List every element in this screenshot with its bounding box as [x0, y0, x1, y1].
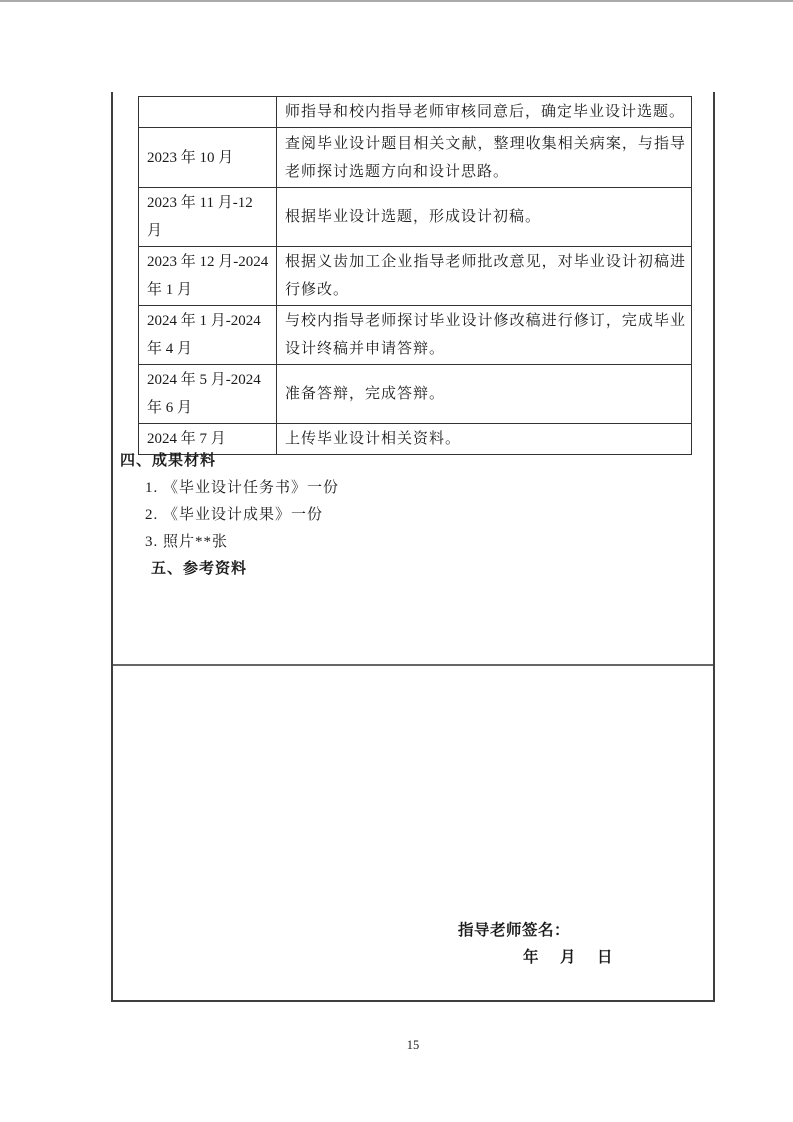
table-row — [139, 365, 692, 424]
task-cell: 根据毕业设计选题，形成设计初稿。 — [277, 188, 692, 247]
sections-block — [113, 448, 713, 583]
date-cell: 2024 年 5 月-2024 年 6 月 — [139, 365, 277, 424]
date-cell: 2023 年 11 月-12 月 — [139, 188, 277, 247]
date-cell: 2024 年 1 月-2024 年 4 月 — [139, 306, 277, 365]
signature-date-line: 年 月 日 — [523, 949, 616, 966]
task-cell: 查阅毕业设计题目相关文献，整理收集相关病案，与指导老师探讨选题方向和设计思路。 — [277, 128, 692, 188]
task-cell: 上传毕业设计相关资料。 — [277, 424, 692, 455]
table-row — [139, 97, 692, 128]
task-cell: 准备答辩，完成答辩。 — [277, 365, 692, 424]
date-cell — [139, 97, 277, 128]
task-cell: 师指导和校内指导老师审核同意后，确定毕业设计选题。 — [277, 97, 692, 128]
results-item: 3. 照片**张 — [145, 534, 229, 550]
date-cell: 2024 年 7 月 — [139, 424, 277, 455]
date-cell: 2023 年 12 月-2024 年 1 月 — [139, 247, 277, 306]
results-item: 2. 《毕业设计成果》一份 — [145, 507, 324, 523]
table-row — [139, 247, 692, 306]
page-number: 15 — [406, 1038, 420, 1052]
horizontal-divider — [113, 664, 713, 666]
task-cell: 与校内指导老师探讨毕业设计修改稿进行修订，完成毕业设计终稿并申请答辩。 — [277, 306, 692, 365]
results-item: 1. 《毕业设计任务书》一份 — [145, 480, 340, 496]
table-row — [139, 128, 692, 188]
page-top-edge-line — [0, 0, 793, 2]
content-box — [111, 92, 715, 1002]
results-section-heading: 四、成果材料 — [120, 453, 217, 469]
table-row — [139, 306, 692, 365]
schedule-table — [138, 96, 692, 455]
table-row — [139, 188, 692, 247]
date-cell: 2023 年 10 月 — [139, 128, 277, 188]
supervisor-signature-label: 指导老师签名： — [458, 922, 571, 939]
task-cell: 根据义齿加工企业指导老师批改意见，对毕业设计初稿进行修改。 — [277, 247, 692, 306]
references-section-heading: 五、参考资料 — [151, 561, 248, 577]
